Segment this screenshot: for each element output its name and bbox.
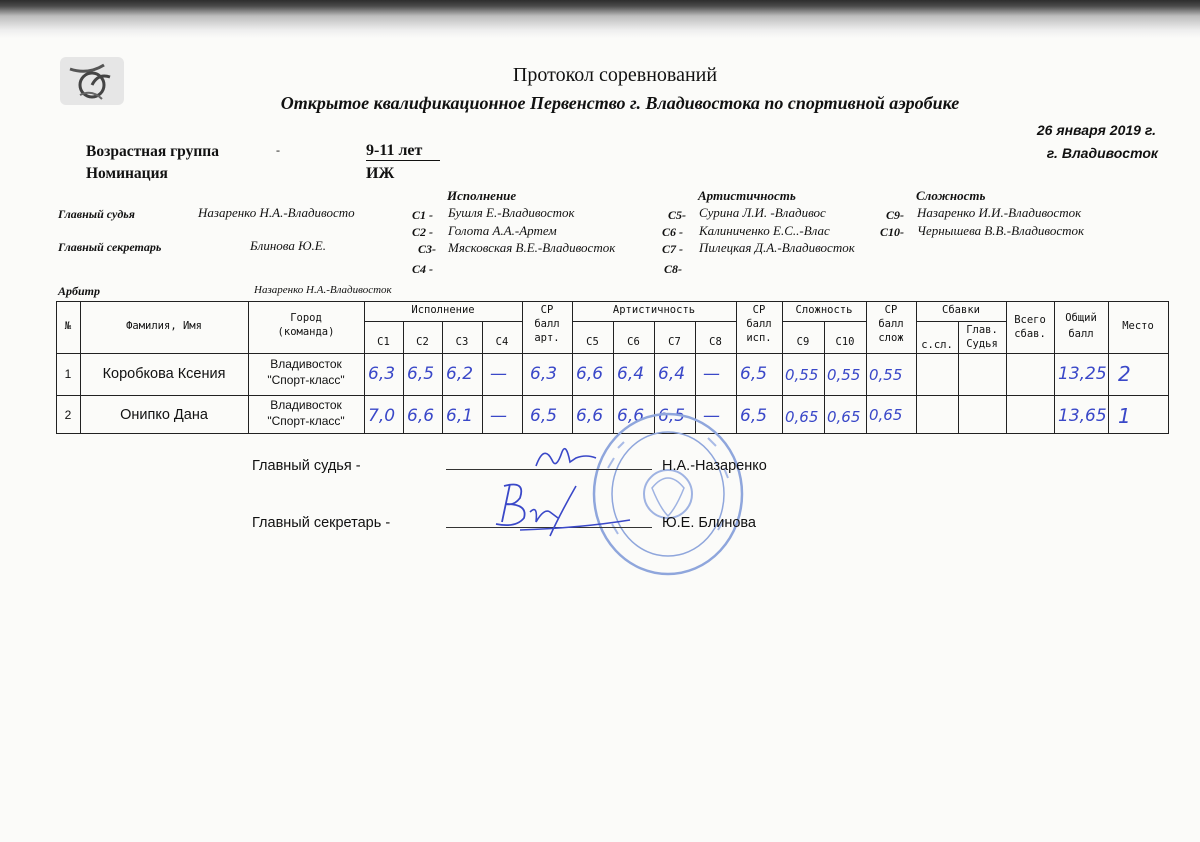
score-sr-sl: 0,65	[869, 406, 903, 424]
head-secretary-name: Блинова Ю.Е.	[250, 238, 326, 253]
athlete-team: "Спорт-класс"	[267, 414, 345, 428]
judge-c1-name: Бушля Е.-Владивосток	[448, 205, 575, 220]
col-header-sr-art-3: арт.	[534, 332, 560, 344]
age-group-value: 9-11 лет	[366, 142, 440, 161]
judge-c9-name: Назаренко И.И.-Владивосток	[917, 205, 1082, 220]
head-judge-label: Главный судья	[58, 207, 135, 221]
col-header-sr-isp-2: балл	[746, 318, 772, 330]
judge-c3-label: С3-	[418, 242, 436, 256]
col-header-total-2: балл	[1068, 328, 1094, 340]
arbiter-label: Арбитр	[58, 284, 100, 298]
judge-c6-name: Калиниченко Е.С..-Влас	[699, 223, 830, 238]
athlete-name: Коробкова Ксения	[102, 366, 226, 382]
col-header-city: Город	[290, 312, 322, 324]
col-header-number: №	[64, 320, 72, 332]
score-c6: 6,4	[617, 364, 645, 384]
col-header-ssl: с.сл.	[921, 339, 953, 351]
judge-c5-label: С5-	[668, 208, 686, 222]
score-c9: 0,65	[785, 408, 819, 426]
score-total: 13,65	[1058, 406, 1107, 426]
score-total: 13,25	[1058, 364, 1107, 384]
score-c5: 6,6	[576, 406, 604, 426]
judge-c2-label: С2 -	[412, 225, 433, 239]
judge-c9-label: С9-	[886, 208, 904, 222]
judge-c8-label: С8-	[664, 262, 682, 276]
score-c4: —	[490, 406, 507, 426]
judge-c7-name: Пилецкая Д.А.-Владивосток	[699, 240, 855, 255]
score-c6: 6,6	[617, 406, 645, 426]
athlete-city: Владивосток	[270, 357, 342, 371]
score-c3: 6,1	[446, 406, 474, 426]
col-header-c10: С10	[835, 336, 855, 348]
sign-secretary-label: Главный секретарь -	[252, 515, 391, 531]
col-header-total-ded-2: сбав.	[1014, 328, 1046, 340]
col-header-team: (команда)	[277, 326, 335, 338]
head-judge-signature	[530, 440, 600, 474]
difficulty-category: Сложность	[916, 188, 986, 203]
score-c10: 0,55	[827, 366, 861, 384]
score-c8: —	[703, 406, 720, 426]
col-header-c3: С3	[455, 336, 469, 348]
athlete-city: Владивосток	[270, 398, 342, 412]
col-header-c1: С1	[377, 336, 390, 348]
artistry-category: Артистичность	[698, 188, 796, 203]
col-header-c8: С8	[709, 336, 722, 348]
sign-head-judge-name: Н.А.-Назаренко	[662, 458, 767, 474]
score-c8: —	[703, 364, 720, 384]
col-header-c5: С5	[586, 336, 599, 348]
col-header-c7: С7	[668, 336, 681, 348]
competition-date: 26 января 2019 г.	[1036, 122, 1156, 138]
col-header-sr-sl-1: СР	[884, 304, 898, 316]
score-c3: 6,2	[446, 364, 474, 384]
secretary-signature	[480, 478, 640, 540]
score-sr-isp: 6,5	[740, 364, 768, 384]
athlete-team: "Спорт-класс"	[267, 373, 345, 387]
judge-c10-label: С10-	[880, 225, 904, 239]
judge-c10-name: Чернышева В.В.-Владивосток	[917, 223, 1085, 238]
judge-c2-name: Голота А.А.-Артем	[448, 223, 557, 238]
sign-head-judge-label: Главный судья -	[252, 458, 361, 474]
col-header-execution: Исполнение	[411, 304, 475, 316]
col-header-place: Место	[1122, 320, 1154, 332]
judge-c5-name: Сурина Л.И. -Владивос	[699, 205, 826, 220]
col-header-sr-art-2: балл	[534, 318, 560, 330]
age-group-label: Возрастная группа	[86, 143, 219, 160]
execution-category: Исполнение	[447, 188, 517, 203]
competition-subtitle: Открытое квалификационное Первенство г. Владивостока по спортивной аэробике	[280, 93, 960, 113]
col-header-name: Фамилия, Имя	[126, 320, 202, 332]
score-c7: 6,4	[658, 364, 686, 384]
page-title: Протокол соревнований	[512, 64, 718, 86]
score-c4: —	[490, 364, 507, 384]
col-header-artistry: Артистичность	[612, 304, 696, 316]
score-c7: 6,5	[658, 406, 686, 426]
judge-c4-label: С4 -	[412, 262, 433, 276]
competition-city: г. Владивосток	[1046, 145, 1158, 161]
arbiter-name: Назаренко Н.А.-Владивосток	[254, 284, 392, 296]
col-header-glav-2: Судья	[966, 338, 998, 350]
col-header-sr-isp-1: СР	[752, 304, 766, 316]
place: 1	[1118, 404, 1131, 428]
col-header-total-ded-1: Всего	[1014, 314, 1046, 326]
score-c2: 6,6	[407, 406, 435, 426]
col-header-sr-sl-2: балл	[878, 318, 904, 330]
head-secretary-label: Главный секретарь	[58, 240, 162, 254]
col-header-total-1: Общий	[1065, 312, 1097, 324]
score-c1: 7,0	[368, 406, 396, 426]
score-c9: 0,55	[785, 366, 819, 384]
col-header-deductions: Сбавки	[942, 304, 980, 316]
col-header-c4: С4	[495, 336, 509, 348]
col-header-glav-1: Глав.	[966, 324, 998, 336]
athlete-name: Онипко Дана	[120, 407, 208, 423]
judge-c3-name: Мясковская В.Е.-Владивосток	[448, 240, 616, 255]
row-number: 2	[64, 408, 72, 422]
col-header-c2: С2	[416, 336, 429, 348]
sign-secretary-name: Ю.Е. Блинова	[662, 515, 756, 531]
score-c2: 6,5	[407, 364, 435, 384]
col-header-c6: С6	[627, 336, 640, 348]
judge-c1-label: С1 -	[412, 208, 433, 222]
head-judge-name: Назаренко Н.А.-Владивосто	[198, 205, 355, 220]
score-sr-art: 6,5	[530, 406, 558, 426]
score-c5: 6,6	[576, 364, 604, 384]
score-sr-sl: 0,55	[869, 366, 903, 384]
nomination-value: ИЖ	[366, 165, 395, 182]
col-header-sr-art-1: СР	[540, 304, 554, 316]
score-c1: 6,3	[368, 364, 396, 384]
score-c10: 0,65	[827, 408, 861, 426]
col-header-c9: С9	[796, 336, 810, 348]
judge-c7-label: С7 -	[662, 242, 683, 256]
col-header-sr-isp-3: исп.	[746, 332, 772, 344]
score-sr-isp: 6,5	[740, 406, 768, 426]
judge-c6-label: С6 -	[662, 225, 683, 239]
score-sr-art: 6,3	[530, 364, 558, 384]
row-number: 1	[64, 367, 72, 381]
nomination-label: Номинация	[86, 165, 168, 182]
col-header-difficulty: Сложность	[795, 304, 853, 316]
age-group-dash: -	[276, 143, 280, 157]
place: 2	[1118, 362, 1131, 386]
col-header-sr-sl-3: слож	[878, 332, 904, 344]
